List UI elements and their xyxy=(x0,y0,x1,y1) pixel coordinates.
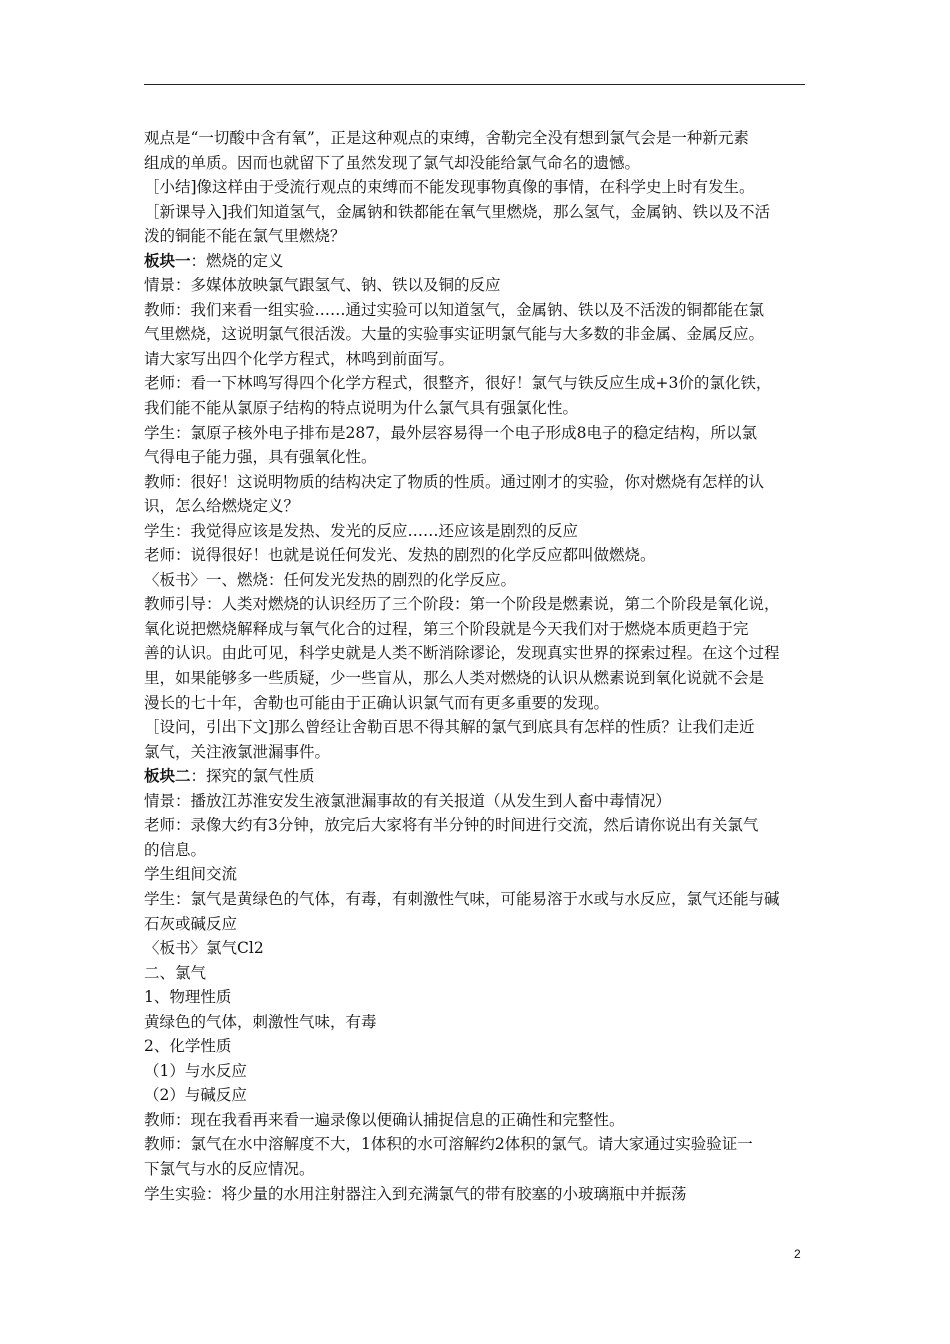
line-text: 情景：多媒体放映氯气跟氢气、钠、铁以及铜的反应 xyxy=(144,276,501,295)
line-text: 教师：很好！这说明物质的结构决定了物质的性质。通过刚才的实验，你对燃烧有怎样的认 xyxy=(144,472,765,491)
text-line xyxy=(144,887,812,912)
header-rule xyxy=(144,84,805,85)
line-text: 组成的单质。因而也就留下了虽然发现了氯气却没能给氯气命名的遗憾。 xyxy=(144,153,641,172)
text-line xyxy=(144,249,812,274)
line-text: （2）与碱反应 xyxy=(144,1086,247,1105)
line-text: 〈板书〉氯气Cl2 xyxy=(144,939,264,958)
line-text: 老师：录像大约有3分钟，放完后大家将有半分钟的时间进行交流，然后请你说出有关氯气 xyxy=(144,816,759,835)
line-text: 我们能不能从氯原子结构的特点说明为什么氯气具有强氯化性。 xyxy=(144,399,579,418)
text-line xyxy=(144,1182,812,1207)
text-line xyxy=(144,322,812,347)
line-text: 情景：播放江苏淮安发生液氯泄漏事故的有关报道（从发生到人畜中毒情况） xyxy=(144,791,672,810)
line-text: 老师：说得很好！也就是说任何发光、发热的剧烈的化学反应都叫做燃烧。 xyxy=(144,546,656,565)
line-text: 教师引导：人类对燃烧的认识经历了三个阶段：第一个阶段是燃素说，第二个阶段是氧化说， xyxy=(144,595,780,614)
text-line xyxy=(144,617,812,642)
line-text: 气得电子能力强，具有强氧化性。 xyxy=(144,448,377,467)
line-text: 气里燃烧，这说明氯气很活泼。大量的实验事实证明氯气能与大多数的非金属、金属反应。 xyxy=(144,325,765,344)
text-line xyxy=(144,126,812,151)
text-line xyxy=(144,298,812,323)
line-text: 学生：氯气是黄绿色的气体，有毒，有刺激性气味，可能易溶于水或与水反应，氯气还能与碱 xyxy=(144,889,780,908)
text-line xyxy=(144,519,812,544)
section-heading: 板块二 xyxy=(144,766,191,786)
text-line xyxy=(144,568,812,593)
text-line xyxy=(144,912,812,937)
text-line xyxy=(144,470,812,495)
line-text: 里，如果能够多一些质疑，少一些盲从，那么人类对燃烧的认识从燃素说到氧化说就不会是 xyxy=(144,669,765,688)
text-line xyxy=(144,838,812,863)
text-line xyxy=(144,1132,812,1157)
line-text: ：燃烧的定义 xyxy=(190,251,284,270)
line-text: 请大家写出四个化学方程式，林鸣到前面写。 xyxy=(144,349,455,368)
text-line xyxy=(144,224,812,249)
line-text: 教师：氯气在水中溶解度不大，1体积的水可溶解约2体积的氯气。请大家通过实验验证一 xyxy=(144,1135,753,1154)
text-line xyxy=(144,789,812,814)
text-line xyxy=(144,421,812,446)
line-text: ：探究的氯气性质 xyxy=(190,767,315,786)
text-line xyxy=(144,985,812,1010)
line-text: 学生：氯原子核外电子排布是287，最外层容易得一个电子形成8电子的稳定结构，所以氯 xyxy=(144,423,757,442)
text-line xyxy=(144,273,812,298)
text-line xyxy=(144,371,812,396)
line-text: ［新课导入]我们知道氢气，金属钠和铁都能在氧气里燃烧，那么氢气，金属钠、铁以及不活 xyxy=(144,202,771,221)
text-line xyxy=(144,862,812,887)
line-text: 漫长的七十年，舍勒也可能由于正确认识氯气而有更多重要的发现。 xyxy=(144,693,610,712)
line-text: 老师：看一下林鸣写得四个化学方程式，很整齐，很好！氯气与铁反应生成+3价的氯化铁， xyxy=(144,374,772,393)
text-line xyxy=(144,740,812,765)
text-line xyxy=(144,691,812,716)
line-text: 二、氯气 xyxy=(144,963,207,982)
text-line xyxy=(144,641,812,666)
line-text: 氯气，关注液氯泄漏事件。 xyxy=(144,742,331,761)
text-line xyxy=(144,1157,812,1182)
line-text: 学生：我觉得应该是发热、发光的反应……还应该是剧烈的反应 xyxy=(144,521,579,540)
line-text: 泼的铜能不能在氯气里燃烧？ xyxy=(144,227,346,246)
line-text: 识，怎么给燃烧定义？ xyxy=(144,497,300,516)
line-text: 教师：现在我看再来看一遍录像以便确认捕捉信息的正确性和完整性。 xyxy=(144,1110,625,1129)
line-text: ［小结]像这样由于受流行观点的束缚而不能发现事物真像的事情，在科学史上时有发生。 xyxy=(144,178,755,197)
text-line xyxy=(144,494,812,519)
text-line xyxy=(144,936,812,961)
text-line xyxy=(144,813,812,838)
line-text: ［设问，引出下文]那么曾经让舍勒百思不得其解的氯气到底具有怎样的性质？让我们走近 xyxy=(144,718,755,737)
text-line xyxy=(144,715,812,740)
text-line xyxy=(144,1108,812,1133)
text-line xyxy=(144,1010,812,1035)
line-text: 黄绿色的气体，刺激性气味，有毒 xyxy=(144,1012,377,1031)
line-text: 学生实验：将少量的水用注射器注入到充满氯气的带有胶塞的小玻璃瓶中并振荡 xyxy=(144,1184,687,1203)
line-text: 下氯气与水的反应情况。 xyxy=(144,1159,315,1178)
text-line xyxy=(144,592,812,617)
line-text: 1、物理性质 xyxy=(144,988,232,1007)
text-line xyxy=(144,543,812,568)
text-line xyxy=(144,445,812,470)
text-line xyxy=(144,347,812,372)
line-text: 石灰或碱反应 xyxy=(144,914,238,933)
text-line xyxy=(144,1034,812,1059)
text-line xyxy=(144,666,812,691)
line-text: 善的认识。由此可见，科学史就是人类不断消除谬论，发现真实世界的探索过程。在这个过程 xyxy=(144,644,780,663)
line-text: 〈板书〉一、燃烧：任何发光发热的剧烈的化学反应。 xyxy=(144,570,517,589)
text-line xyxy=(144,175,812,200)
text-line xyxy=(144,1083,812,1108)
text-line xyxy=(144,1059,812,1084)
text-line xyxy=(144,396,812,421)
text-line xyxy=(144,151,812,176)
page-number: 2 xyxy=(794,1247,801,1261)
text-line xyxy=(144,961,812,986)
text-line xyxy=(144,200,812,225)
line-text: 氧化说把燃烧解释成与氧气化合的过程，第三个阶段就是今天我们对于燃烧本质更趋于完 xyxy=(144,619,749,638)
document-body xyxy=(144,126,812,1206)
line-text: 学生组间交流 xyxy=(144,865,238,884)
section-heading: 板块一 xyxy=(144,250,191,270)
line-text: （1）与水反应 xyxy=(144,1061,247,1080)
line-text: 教师：我们来看一组实验……通过实验可以知道氢气，金属钠、铁以及不活泼的铜都能在氯 xyxy=(144,300,765,319)
line-text: 2、化学性质 xyxy=(144,1037,232,1056)
line-text: 观点是“一切酸中含有氧”，正是这种观点的束缚，舍勒完全没有想到氯气会是一种新元素 xyxy=(144,129,749,147)
line-text: 的信息。 xyxy=(144,840,207,859)
text-line xyxy=(144,764,812,789)
